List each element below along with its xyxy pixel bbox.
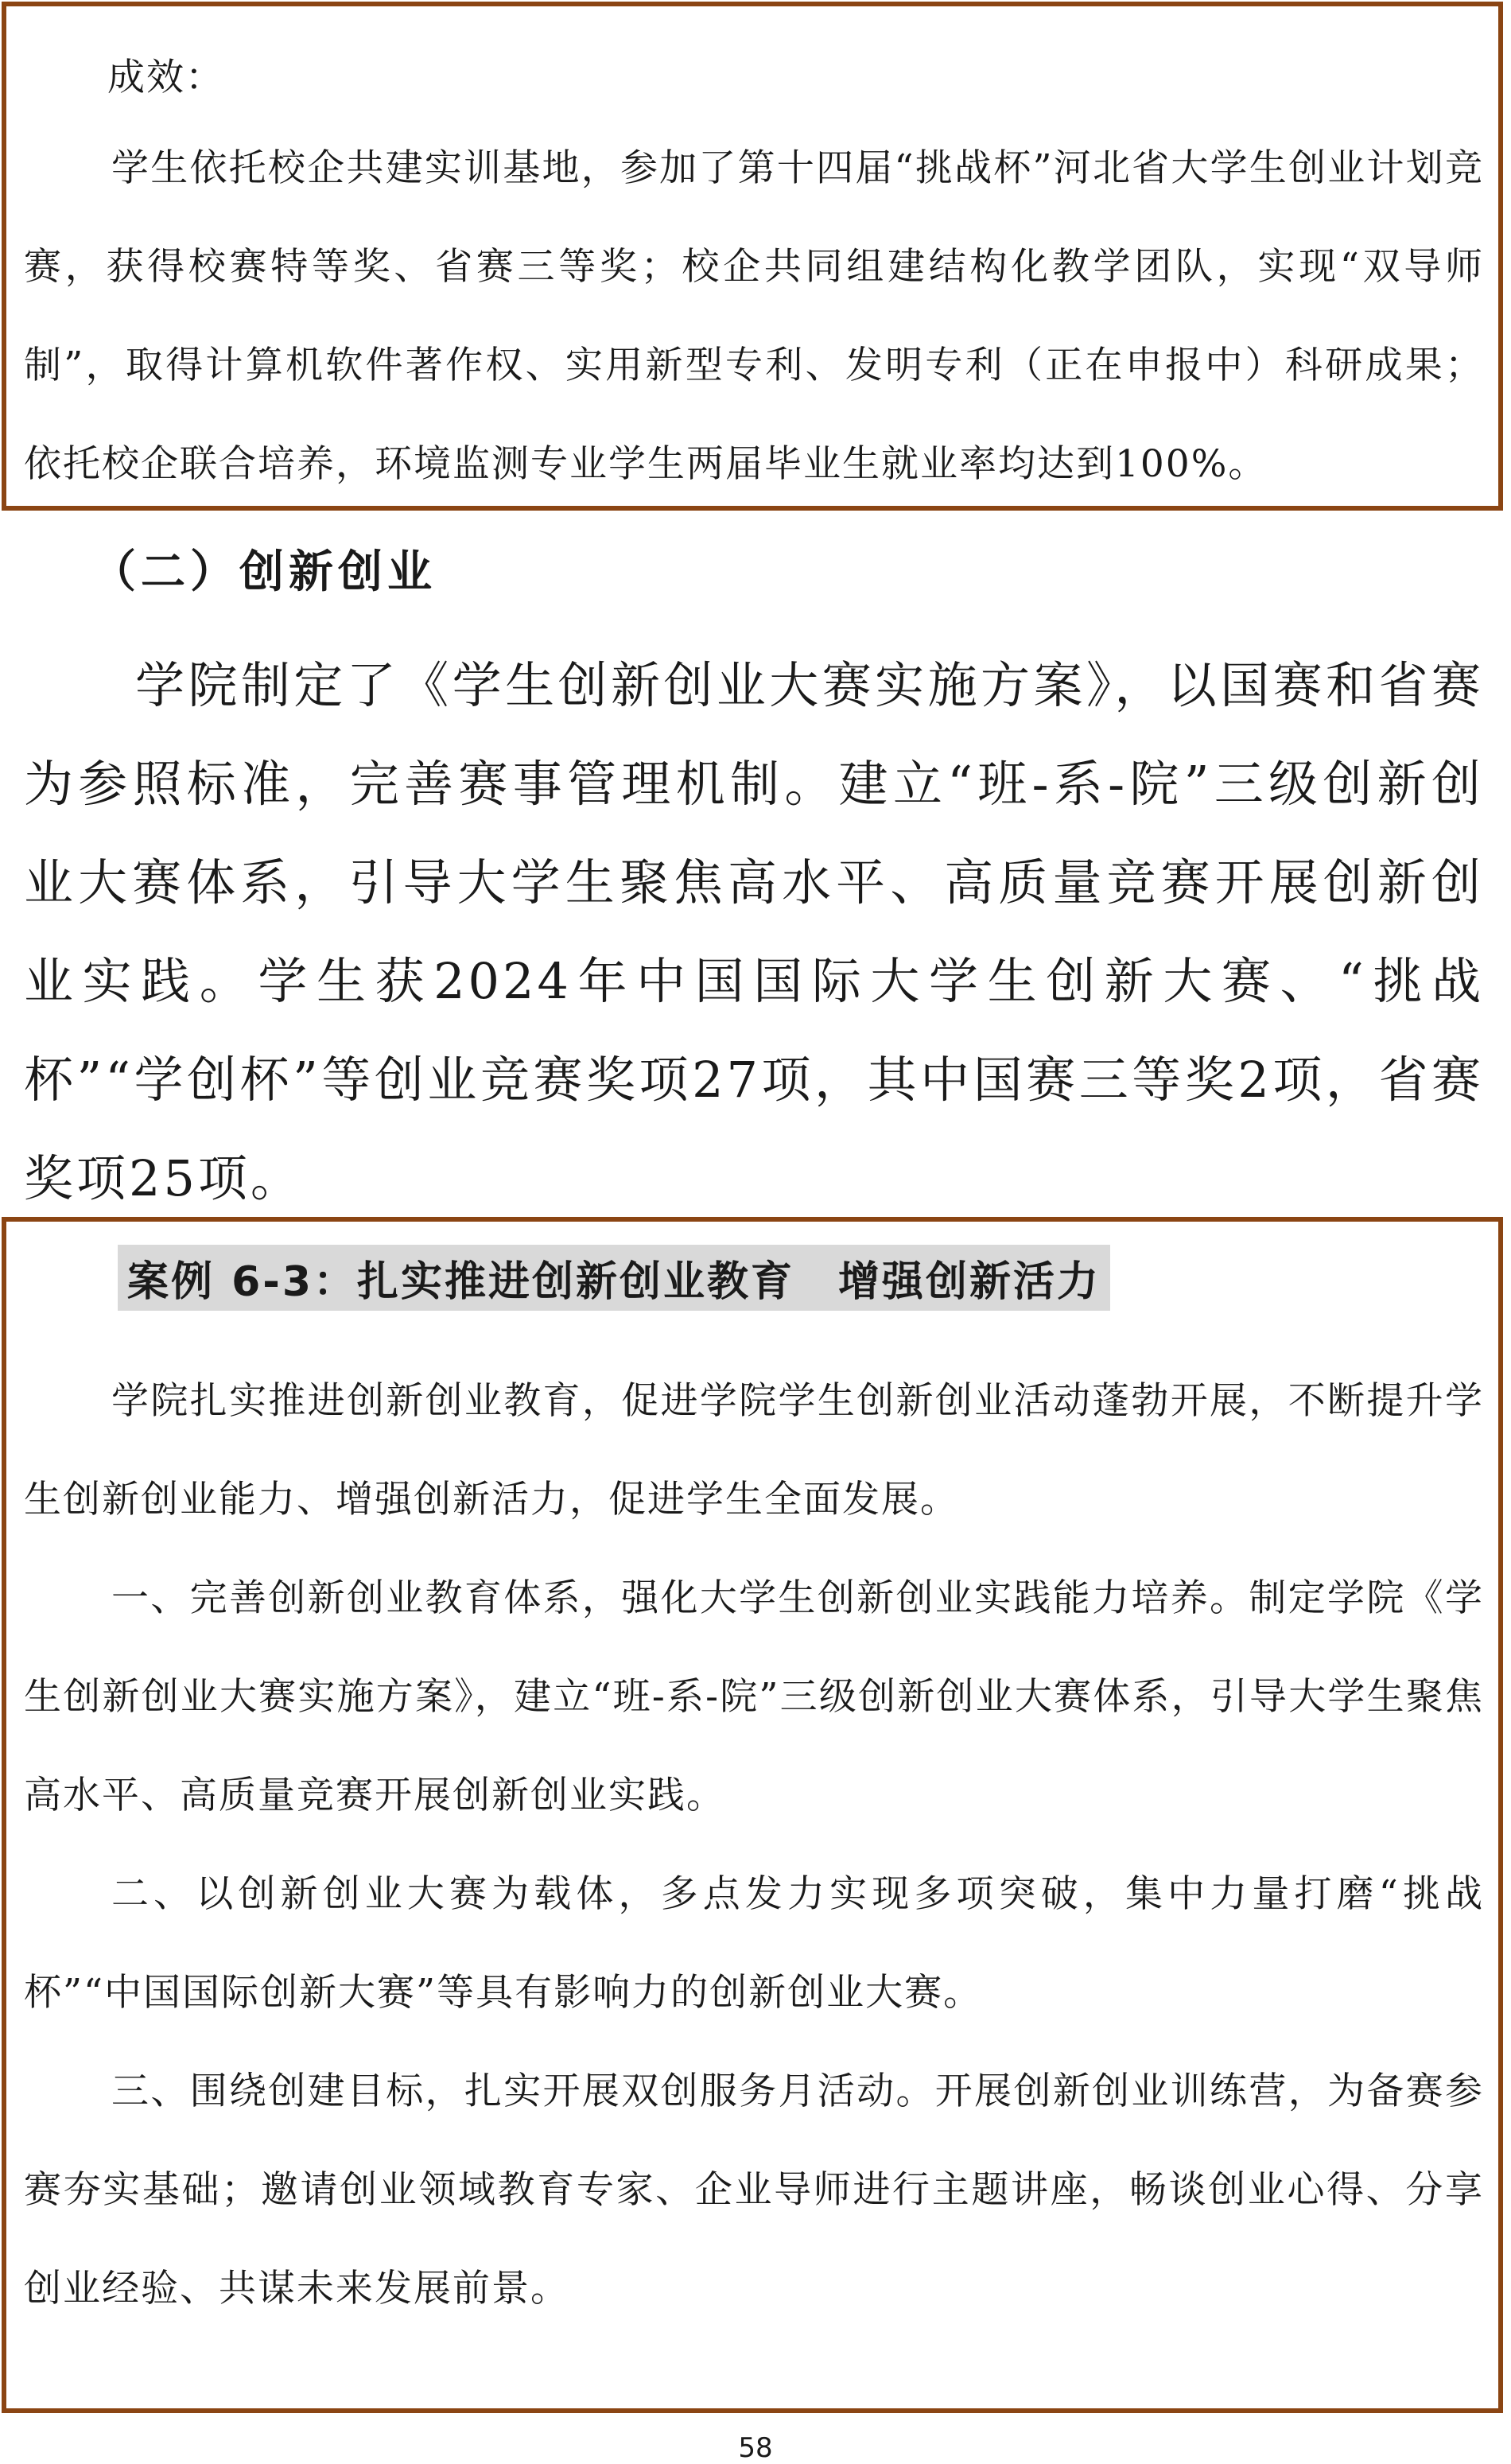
case-paragraph-1: 一、完善创新创业教育体系，强化大学生创新创业实践能力培养。制定学院《学生创新创业大赛实施方案》，建立“班-系-院”三级创新创业大赛体系，引导大学生聚焦高水平、高质量竞赛开展创新创业实践。 (24, 1576, 1484, 1817)
results-heading: 成效： (107, 56, 224, 99)
page-number: 58 (738, 2432, 773, 2464)
results-paragraph: 学生依托校企共建实训基地，参加了第十四届“挑战杯”河北省大学生创业计划竞赛，获得校赛特等奖、省赛三等奖；校企共同组建结构化教学团队，实现“双导师制”，取得计算机软件著作权、实用新型专利、发明专利（正在申报中）科研成果；依托校企联合培养，环境监测专业学生两届毕业生就业率均达到100%。 (24, 146, 1484, 486)
case-paragraph-intro: 学院扎实推进创新创业教育，促进学院学生创新创业活动蓬勃开展，不断提升学生创新创业能力、增强创新活力，促进学生全面发展。 (24, 1379, 1484, 1522)
section-heading: （二）创新创业 (91, 546, 437, 598)
section-paragraph: 学院制定了《学生创新创业大赛实施方案》，以国赛和省赛为参照标准，完善赛事管理机制。建立“班-系-院”三级创新创业大赛体系，引导大学生聚焦高水平、高质量竞赛开展创新创业实践。学生获2024年中国国际大学生创新大赛、“挑战杯”“学创杯”等创业竞赛奖项27项，其中国赛三等奖2项，省赛奖项25项。 (24, 656, 1484, 1207)
case-paragraph-2: 二、以创新创业大赛为载体，多点发力实现多项突破，集中力量打磨“挑战杯”“中国国际创新大赛”等具有影响力的创新创业大赛。 (24, 1872, 1484, 2015)
case-paragraph-3: 三、围绕创建目标，扎实开展双创服务月活动。开展创新创业训练营，为备赛参赛夯实基础；邀请创业领域教育专家、企业导师进行主题讲座，畅谈创业心得、分享创业经验、共谋未来发展前景。 (24, 2070, 1484, 2310)
case-title: 案例 6-3：扎实推进创新创业教育 增强创新活力 (118, 1245, 1110, 1311)
